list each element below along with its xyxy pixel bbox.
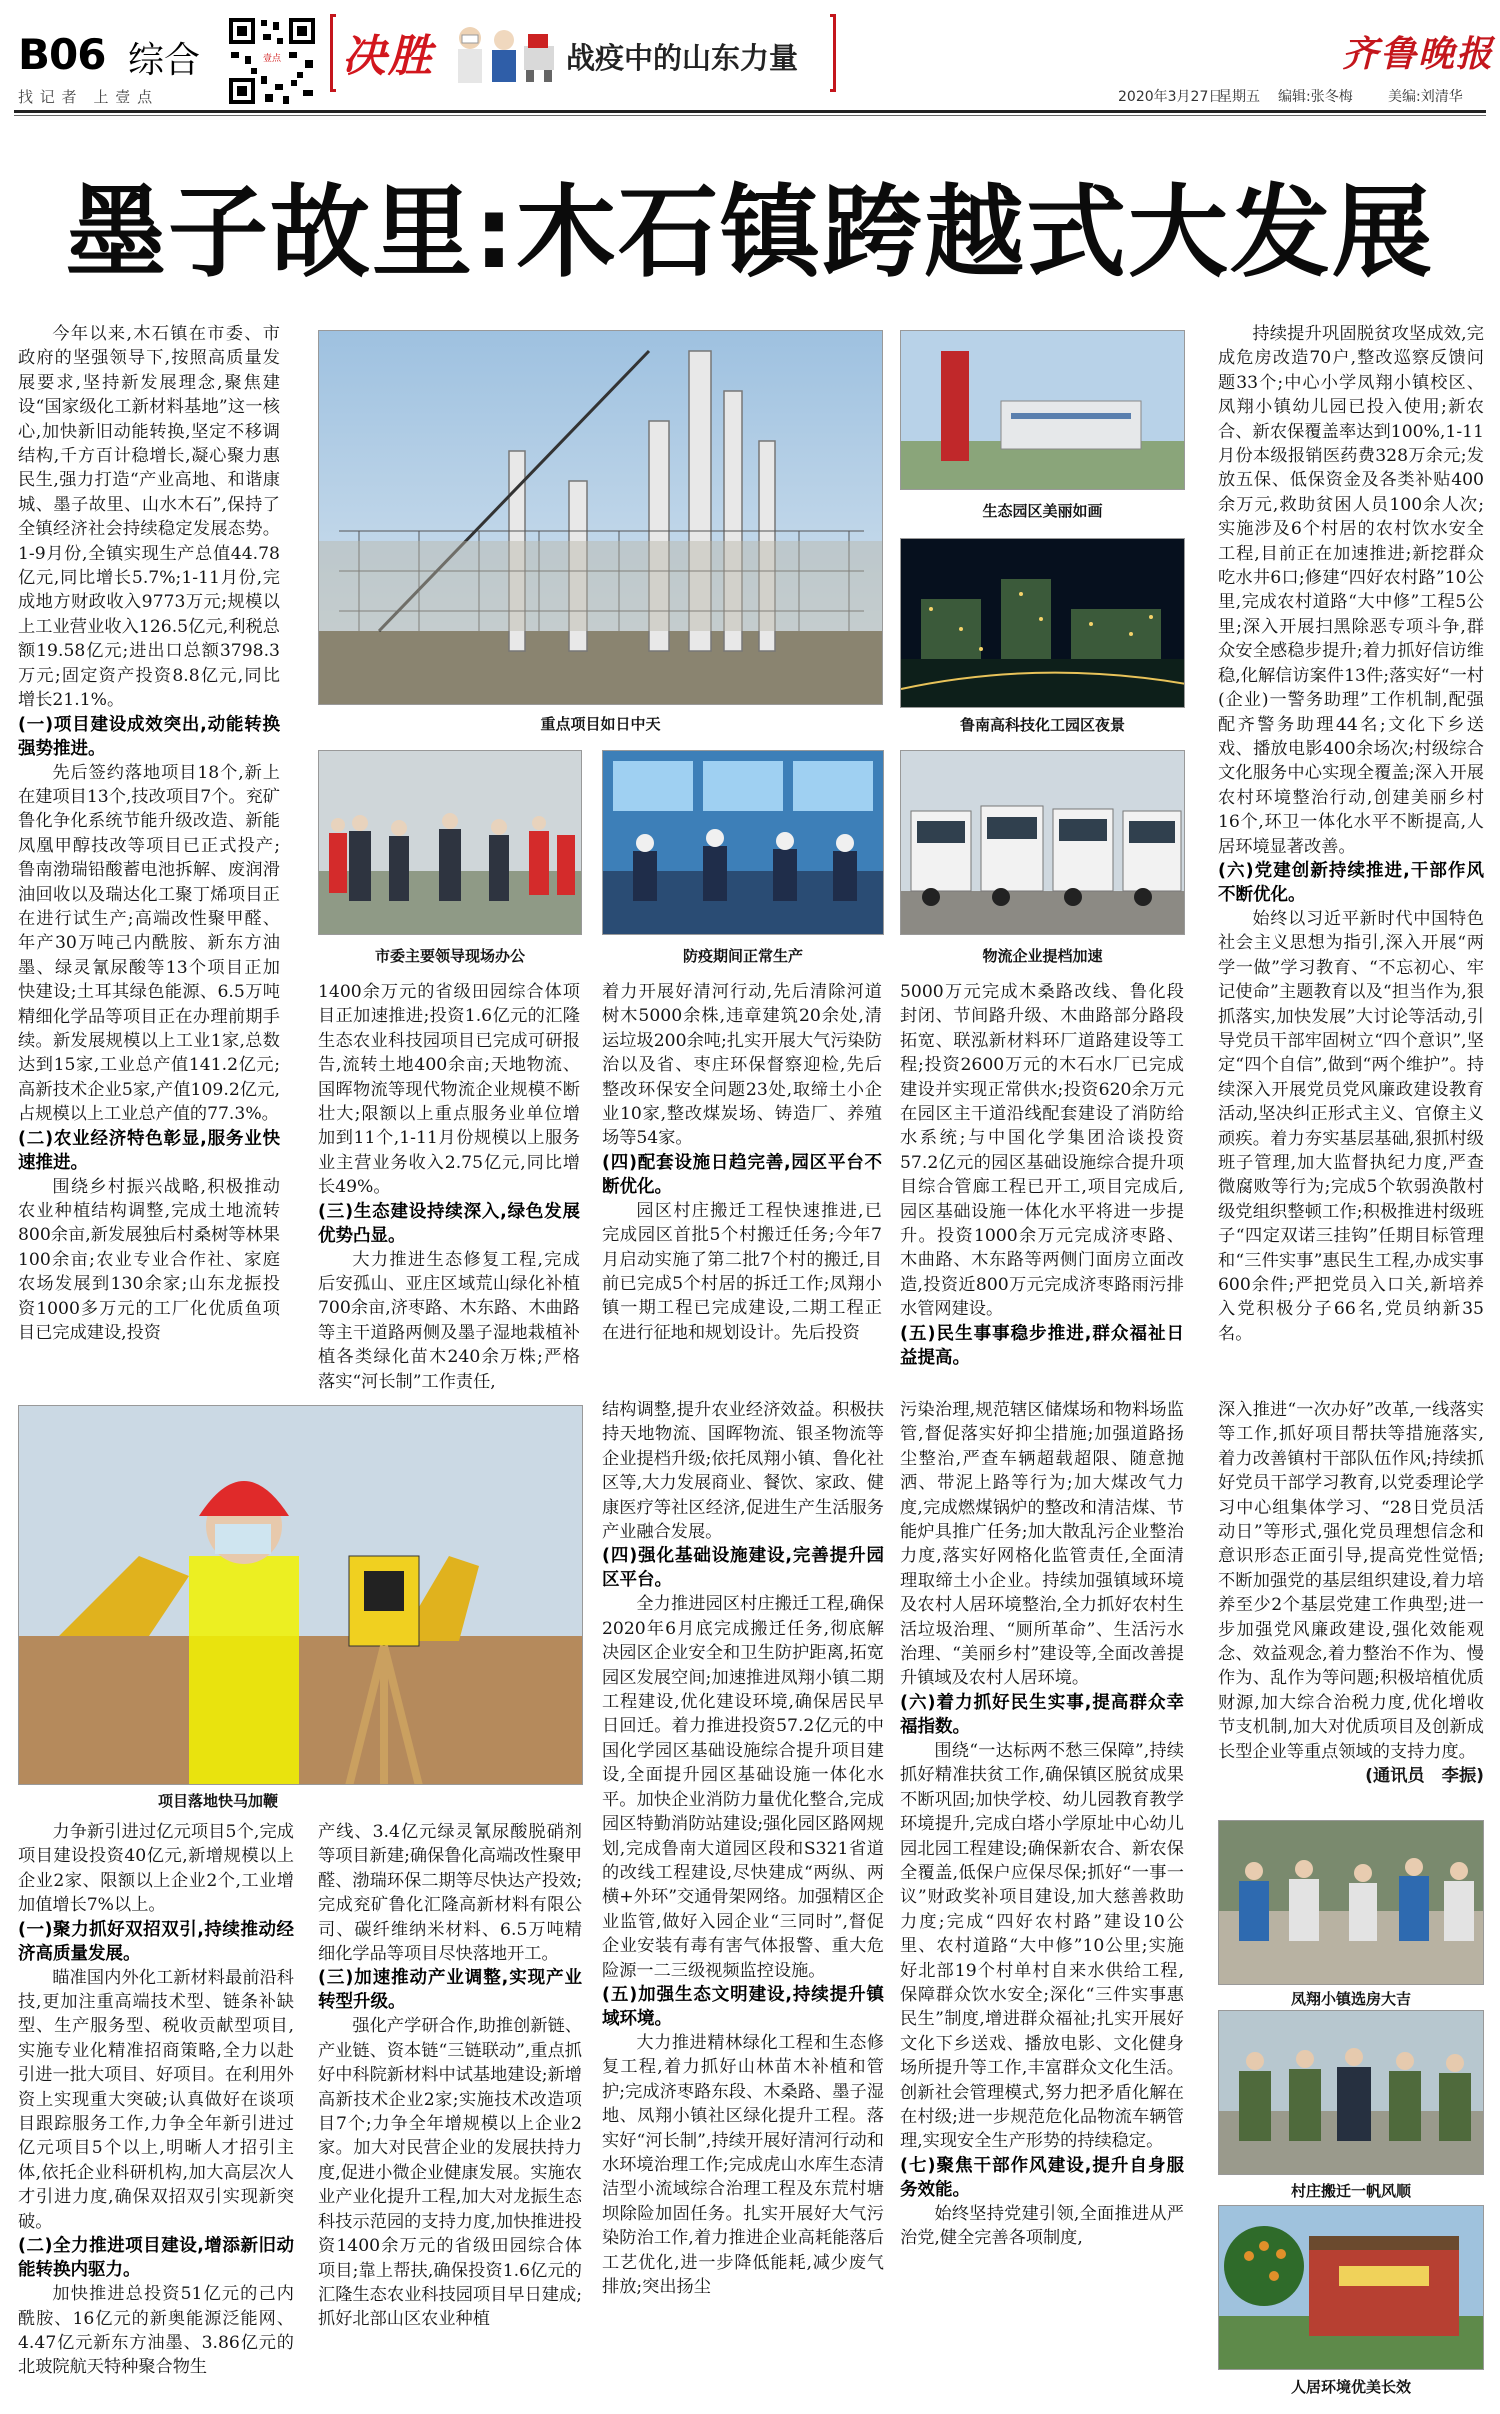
article-column-1 <box>18 322 280 1400</box>
photo-trucks <box>900 750 1185 935</box>
paragraph: 深入推进“一次办好”改革,一线落实等工作,抓好项目帮扶等措施落实,着力改善镇村干部队伍作风;持续抓好党员干部学习教育,以党委理论学习中心组集体学习、“28日党员活动日”等形式,强化党员理想信念和意识形态正面引导,提高党性觉悟;不断加强党的基层组织建设,着力培养至少2个基层党建工作典型;进一步加强党风廉政建设,强化效能观念、效益观念,着力整治不作为、慢作为、乱作为等问题;积极培植优质财源,加大综合治税力度,优化增收节支机制,加大对优质项目及创新成长型企业等重点领域的支持力度。 <box>1218 1400 1484 1762</box>
article-column-10 <box>1218 1398 1484 1810</box>
section-heading: (四)配套设施日趋完善,园区平台不断优化。 <box>602 1152 882 1197</box>
caption-village-market: 凤翔小镇选房大吉 <box>1290 1990 1411 2008</box>
qr-center-label: 壹点 <box>262 54 281 64</box>
paragraph: 强化产学研合作,助推创新链、产业链、资本链“三链联动”,重点抓好中科院新材料中试基地建设;新增高新技术企业2家;实施技术改造项目7个;力争全年增规模以上企业2家。加大对民营企业的发展扶持力度,促进小微企业健康发展。实施农业产业化提升工程,加大对龙振生态科技示范园的支持力度,加快推进投资1400余万元的省级田园综合体项目;靠上帮扶,确保投资1.6亿元的汇隆生态农业科技园项目早日建成;抓好北部山区农业种植 <box>318 2016 582 2330</box>
byline: (通讯员 李振) <box>1365 1766 1484 1787</box>
photo-surveyor <box>18 1405 583 1785</box>
paragraph: 5000万元完成木桑路改线、鲁化段封闭、节间路升级、木曲路部分路段拓宽、联泓新材料环厂道路建设等工程;投资2600万元的木石水厂已完成建设并实现正常供水;投资620余万元在园区主干道沿线配套建设了消防给水系统;与中国化学集团洽谈投资57.2亿元的园区基础设施综合提升项目综合管廊工程已开工,项目完成后,园区基础设施一体化水平将进一步提升。投资1000余万元完成济枣路、木曲路、木东路等两侧门面房立面改造,投资近800万元完成济枣路雨污排水管网建设。 <box>900 982 1184 1320</box>
article-column-6 <box>18 1820 294 2400</box>
header-tagline: 找 记 者 上 壹 点 <box>18 88 154 106</box>
section-heading: (五)民生事事稳步推进,群众福祉日益提高。 <box>900 1323 1184 1368</box>
section-heading: (四)强化基础设施建设,完善提升园区平台。 <box>602 1546 884 1591</box>
section-heading: (一)项目建设成效突出,动能转换强势推进。 <box>18 714 280 759</box>
section-heading: (五)加强生态文明建设,持续提升镇域环境。 <box>602 1984 884 2029</box>
paragraph: 持续提升巩固脱贫攻坚成效,完成危房改造70户,整改巡察反馈问题33个;中心小学凤翔小镇校区、凤翔小镇幼儿园已投入使用;新农合、新农保覆盖率达到100%,1-11月份本级报销医药费328万余元;发放五保、低保资金及各类补贴400余万元,救助贫困人员100余人次;实施涉及6个村居的农村饮水安全工程,目前正在加速推进;新挖群众吃水井6口;修建“四好农村路”10公里,完成农村道路“大中修”工程5公里;深入开展扫黑除恶专项斗争,群众安全感稳步提升;着力抓好信访维稳,化解信访案件13件;落实好“一村(企业)一警务助理”工作机制,配强配齐警务助理44名;文化下乡送戏、播放电影400余场次;村级综合文化服务中心实现全覆盖;深入开展农村环境整治行动,创建美丽乡村16个,环卫一体化水平不断提高,人居环境显著改善。 <box>1218 324 1484 857</box>
paragraph: 始终坚持党建引领,全面推进从严治党,健全完善各项制度, <box>900 2203 1184 2249</box>
paragraph: 污染治理,规范辖区储煤场和物料场监管,督促落实好抑尘措施;加强道路扬尘整治,严查车辆超载超限、随意抛洒、带泥上路等行为;加大煤改气力度,完成燃煤锅炉的整改和清洁煤、节能炉具推广任务;加大散乱污企业整治力度,落实好网格化监管责任,全面清理取缔土小企业。持续加强镇域环境及农村人居环境整治,全力抓好农村生活垃圾治理、“厕所革命”、生活污水治理、“美丽乡村”建设等,全面改善提升镇域及农村人居环境。 <box>900 1400 1184 1689</box>
caption-control-room: 防疫期间正常生产 <box>682 947 803 965</box>
header-rule-thin <box>14 115 1486 116</box>
paragraph: 围绕乡村振兴战略,积极推动农业种植结构调整,完成土地流转800余亩,新发展独后村桑树等林果100余亩;农业专业合作社、家庭农场发展到130余家;山东龙振投资1000多万元的工厂化优质鱼项目已完成建设,投资 <box>18 1176 280 1344</box>
caption-park-sign: 生态园区美丽如画 <box>982 502 1103 520</box>
photo-officials <box>318 750 582 935</box>
article-column-4 <box>900 980 1184 1400</box>
caption-trucks: 物流企业提档加速 <box>982 947 1103 965</box>
article-column-8 <box>602 1398 884 2400</box>
paragraph: 今年以来,木石镇在市委、市政府的坚强领导下,按照高质量发展要求,坚持新发展理念,聚焦建设“国家级化工新材料基地”这一核心,加快新旧动能转换,坚定不移调结构,千方百计稳增长,凝心聚力惠民生,强力打造“产业高地、和谐康城、墨子故里、山水木石”,保持了全镇经济社会持续稳定发展态势。1-9月份,全镇实现生产总值44.78亿元,同比增长5.7%;1-11月份,完成地方财政收入9773万元;规模以上工业营业收入126.5亿元,利税总额19.58亿元;进出口总额3798.3万元;固定资产投资8.8亿元,同比增长21.1%。 <box>18 324 280 711</box>
section-heading: (二)全力推进项目建设,增添新旧动能转换内驱力。 <box>18 2236 294 2281</box>
article-column-3 <box>602 980 882 1400</box>
caption-village-relocation: 村庄搬迁一帆风顺 <box>1290 2182 1411 2200</box>
photo-night <box>900 538 1185 708</box>
page-headline: 墨子故里:木石镇跨越式大发展 <box>66 174 1434 291</box>
photo-park-sign <box>900 330 1185 490</box>
caption-surveyor: 项目落地快马加鞭 <box>158 1792 279 1810</box>
photo-refinery <box>318 330 883 705</box>
paragraph: 力争新引进过亿元项目5个,完成项目建设投资40亿元,新增规模以上企业2家、限额以上企业2个,工业增加值增长7%以上。 <box>18 1822 294 1916</box>
paragraph: 园区村庄搬迁工程快速推进,已完成园区首批5个村搬迁任务;今年7月启动实施了第二批7个村的搬迁,目前已完成5个村居的拆迁工作;凤翔小镇一期工程已完成建设,二期工程正在进行征地和规划设计。先后投资 <box>602 1200 882 1343</box>
banner-title: 战疫中的山东力量 <box>566 41 799 75</box>
header-rule <box>14 110 1486 113</box>
paragraph: 大力推进生态修复工程,完成后安孤山、亚庄区域荒山绿化补植700余亩,济枣路、木东路、木曲路等主干道路两侧及墨子湿地栽植补植各类绿化苗木240余万株;严格落实“河长制”工作责任, <box>318 1249 580 1392</box>
paragraph: 围绕“一达标两不愁三保障”,持续抓好精准扶贫工作,确保镇区脱贫成果不断巩固;加快学校、幼儿园教育教学环境提升,完成白塔小学原址中心幼儿园北园工程建设;确保新农合、新农保全覆盖,低保户应保尽保;抓好“一事一议”财政奖补项目建设,加大慈善救助力度;完成“四好农村路”建设10公里、农村道路“大中修”10公里;实施好北部19个村单村自来水供给工程,保障群众饮水安全;深化“三件实事惠民生”制度,增进群众福祉;扎实开展好文化下乡送戏、播放电影、文化健身场所提升等工作,丰富群众文化生活。创新社会管理模式,努力把矛盾化解在在村级;进一步规范危化品物流车辆管理,实现安全生产形势的持续稳定。 <box>900 1740 1184 2152</box>
caption-night: 鲁南高科技化工园区夜景 <box>959 716 1125 734</box>
banner-red-title: 决胜 <box>342 31 434 82</box>
banner-illustration <box>448 18 558 90</box>
section-heading: (三)加速推动产业调整,实现产业转型升级。 <box>318 1968 582 2013</box>
paragraph: 结构调整,提升农业经济效益。积极扶持天地物流、国晖物流、银圣物流等企业提档升级;依托凤翔小镇、鲁化社区等,大力发展商业、餐饮、家政、健康医疗等社区经济,促进生产生活服务产业融合发展。 <box>602 1400 884 1543</box>
paragraph: 加快推进总投资51亿元的己内酰胺、16亿元的新奥能源泛能网、4.47亿元新东方油墨、3.86亿元的北玻院航天特种聚合物生 <box>18 2284 294 2378</box>
section-heading: (二)农业经济特色彰显,服务业快速推进。 <box>18 1128 280 1173</box>
issue-date: 2020年3月27日 <box>1118 89 1223 105</box>
paragraph: 先后签约落地项目18个,新上在建项目13个,技改项目7个。兖矿鲁化争化系统节能升级改造、新能凤凰甲醇技改等项目已正式投产;鲁南渤瑞铅酸蓄电池拆解、废润滑油回收以及瑞达化工聚丁烯项目正在进行试生产;高端改性聚甲醛、年产30万吨己内酰胺、新东方油墨、绿灵氰尿酸等13个项目正加快建设;土耳其绿色能源、6.5万吨精细化学品等项目正在办理前期手续。新发展规模以上工业1家,总数达到15家,工业总产值141.2亿元;高新技术企业5家,产值109.2亿元,占规模以上工业总产值的77.3%。 <box>18 762 280 1125</box>
paragraph: 瞄准国内外化工新材料最前沿科技,更加注重高端技术型、链条补缺型、生产服务型、税收贡献型项目,实施专业化精准招商策略,全力以赴引进一批大项目、好项目。在利用外资上实现重大突破;认真做好在谈项目跟踪服务工作,力争全年新引进过亿元项目5个以上,明晰人才招引主体,依托企业科研机构,加大高层次人才引进力度,确保双招双引实现新突破。 <box>18 1967 294 2232</box>
photo-residence <box>1218 2205 1484 2370</box>
photo-village-market <box>1218 1820 1484 1985</box>
section-heading: (六)党建创新持续推进,干部作风不断优化。 <box>1218 860 1484 905</box>
photo-village-relocation <box>1218 2010 1484 2175</box>
paper-name: 齐鲁晚报 <box>1342 33 1495 75</box>
paragraph: 产线、3.4亿元绿灵氰尿酸脱硝剂等项目新建;确保鲁化高端改性聚甲醛、渤瑞环保二期等尽快达产投效;完成兖矿鲁化汇隆高新材料有限公司、碳纤维纳米材料、6.5万吨精细化学品等项目尽快落地开工。 <box>318 1822 582 1965</box>
paragraph: 始终以习近平新时代中国特色社会主义思想为指引,深入开展“两学一做”学习教育、“不忘初心、牢记使命”主题教育以及“担当作为,狠抓落实,加快发展”大讨论等活动,引导党员干部牢固树立“四个意识”,坚定“四个自信”,做到“两个维护”。持续深入开展党员党风廉政建设教育活动,坚决纠正形式主义、官僚主义顽疾。着力夯实基层基础,狠抓村级班子管理,加大监督执纪力度,严查微腐败等行为;完成5个软弱涣散村级党组织整顿工作;积极推进村级班子“四定双诺三挂钩”任期目标管理和“三件实事”惠民生工程,办成实事600余件;严把党员入口关,新培养入党积极分子66名,党员纳新35名。 <box>1218 908 1484 1344</box>
caption-officials: 市委主要领导现场办公 <box>374 947 525 965</box>
qr-code[interactable] <box>225 14 319 108</box>
section-name: 综合 <box>128 40 201 81</box>
caption-refinery: 重点项目如日中天 <box>540 715 661 733</box>
paragraph: 1400余万元的省级田园综合体项目正加速推进;投资1.6亿元的汇隆生态农业科技园项目已完成可研报告,流转土地400余亩;天地物流、国晖物流等现代物流企业规模不断壮大;限额以上重点服务业单位增加到11个,1-11月份规模以上服务业主营业务收入2.75亿元,同比增长49%。 <box>318 982 580 1198</box>
section-heading: (一)聚力抓好双招双引,持续推动经济高质量发展。 <box>18 1919 294 1964</box>
designer-credit: 美编:刘清华 <box>1388 89 1463 105</box>
issue-weekday: 星期五 <box>1218 89 1260 105</box>
editor-credit: 编辑:张冬梅 <box>1278 89 1353 105</box>
caption-residence: 人居环境优美长效 <box>1290 2378 1411 2396</box>
section-heading: (七)聚焦干部作风建设,提升自身服务效能。 <box>900 2155 1184 2200</box>
photo-control-room <box>602 750 884 935</box>
article-column-2 <box>318 980 580 1400</box>
section-heading: (六)着力抓好民生实事,提高群众幸福指数。 <box>900 1692 1184 1737</box>
article-column-9 <box>900 1398 1184 2400</box>
page-number: B06 <box>18 30 106 79</box>
paragraph: 着力开展好清河行动,先后清除河道树木5000余株,违章建筑20余处,清运垃圾200余吨;扎实开展大气污染防治以及省、枣庄环保督察迎检,先后整改环保安全问题23处,取缔土小企业10家,整改煤炭场、铸造厂、养殖场等54家。 <box>602 982 882 1149</box>
article-column-7 <box>318 1820 582 2400</box>
paragraph: 大力推进精林绿化工程和生态修复工程,着力抓好山林苗木补植和管护;完成济枣路东段、木桑路、墨子湿地、凤翔小镇社区绿化提升工程。落实好“河长制”,持续开展好清河行动和水环境治理工作;完成虎山水库生态清洁型小流域综合治理工程及东荒村塘坝除险加固任务。扎实开展好大气污染防治工作,着力推进企业高耗能落后工艺优化,进一步降低能耗,减少废气排放;突出扬尘 <box>602 2032 884 2297</box>
paragraph: 全力推进园区村庄搬迁工程,确保2020年6月底完成搬迁任务,彻底解决园区企业安全和卫生防护距离,拓宽园区发展空间;加速推进凤翔小镇二期工程建设,优化建设环境,确保居民早日回迁。着力推进投资57.2亿元的中国化学园区基础设施综合提升项目建设,全面提升园区基础设施一体化水平。加快企业消防力量优化整合,完成园区特勤消防站建设;强化园区路网规划,完成鲁南大道园区段和S321省道的改线工程建设,尽快建成“两纵、两横+外环”交通骨架网络。加强精区企业监管,做好入园企业“三同时”,督促企业安装有毒有害气体报警、重大危险源一二三级视频监控设施。 <box>602 1594 884 1981</box>
section-heading: (三)生态建设持续深入,绿色发展优势凸显。 <box>318 1201 580 1246</box>
column-banner <box>330 14 850 94</box>
article-column-5 <box>1218 322 1484 1400</box>
